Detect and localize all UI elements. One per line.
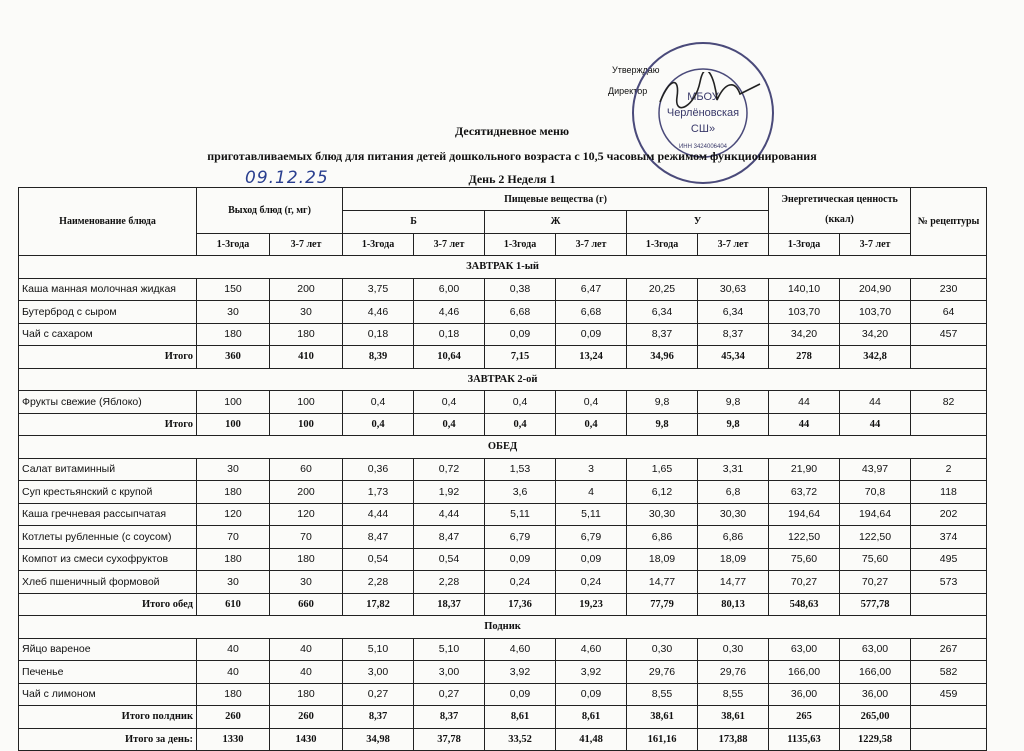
value-cell: 410 [270, 346, 343, 369]
value-cell: 0,09 [556, 323, 627, 346]
value-cell: 44 [769, 413, 840, 436]
table-row [19, 391, 987, 414]
value-cell: 573 [911, 571, 987, 594]
value-cell: 103,70 [769, 301, 840, 324]
table-row [19, 638, 987, 661]
value-cell: 34,98 [343, 728, 414, 751]
value-cell: 180 [270, 683, 343, 706]
value-cell: 8,47 [414, 526, 485, 549]
value-cell: 0,4 [343, 391, 414, 414]
value-cell: 267 [911, 638, 987, 661]
section-header [19, 368, 987, 391]
value-cell: 10,64 [414, 346, 485, 369]
total-label: Итого обед [19, 593, 197, 616]
approval-label: Утверждаю [612, 65, 660, 75]
value-cell: 6,86 [698, 526, 769, 549]
stamp-name: Черлёновская [666, 107, 740, 119]
table-row [19, 683, 987, 706]
value-cell: 3,92 [556, 661, 627, 684]
value-cell: 0,18 [414, 323, 485, 346]
value-cell: 180 [197, 683, 270, 706]
value-cell: 0,38 [485, 278, 556, 301]
value-cell: 103,70 [840, 301, 911, 324]
value-cell: 75,60 [840, 548, 911, 571]
value-cell: 180 [197, 481, 270, 504]
value-cell: 180 [197, 323, 270, 346]
value-cell: 0,4 [414, 413, 485, 436]
table-row [19, 458, 987, 481]
value-cell: 29,76 [698, 661, 769, 684]
value-cell: 41,48 [556, 728, 627, 751]
value-cell: 548,63 [769, 593, 840, 616]
dish-name: Чай с лимоном [19, 683, 197, 706]
value-cell: 577,78 [840, 593, 911, 616]
value-cell: 37,78 [414, 728, 485, 751]
value-cell: 140,10 [769, 278, 840, 301]
value-cell: 6,12 [627, 481, 698, 504]
value-cell: 200 [270, 481, 343, 504]
value-cell: 8,37 [414, 706, 485, 729]
value-cell: 342,8 [840, 346, 911, 369]
value-cell: 0,09 [556, 683, 627, 706]
value-cell: 6,8 [698, 481, 769, 504]
value-cell: 80,13 [698, 593, 769, 616]
value-cell: 30 [270, 301, 343, 324]
value-cell: 278 [769, 346, 840, 369]
value-cell: 63,00 [840, 638, 911, 661]
section-header [19, 616, 987, 639]
value-cell: 13,24 [556, 346, 627, 369]
value-cell: 30,30 [698, 503, 769, 526]
value-cell: 0,09 [485, 683, 556, 706]
value-cell: 8,37 [627, 323, 698, 346]
value-cell [911, 346, 987, 369]
col-dish: Наименование блюда [19, 188, 197, 256]
dish-name: Котлеты рубленные (с соусом) [19, 526, 197, 549]
value-cell: 194,64 [840, 503, 911, 526]
value-cell: 3,00 [343, 661, 414, 684]
value-cell: 0,24 [485, 571, 556, 594]
value-cell: 0,4 [556, 391, 627, 414]
section-title: ЗАВТРАК 2-ой [19, 368, 987, 391]
value-cell: 30,63 [698, 278, 769, 301]
value-cell: 6,34 [627, 301, 698, 324]
value-cell: 33,52 [485, 728, 556, 751]
value-cell: 14,77 [698, 571, 769, 594]
section-title: ЗАВТРАК 1-ый [19, 256, 987, 279]
dish-name: Бутерброд с сыром [19, 301, 197, 324]
col-energy: Энергетическая ценность (ккал) [769, 188, 911, 234]
value-cell: 64 [911, 301, 987, 324]
value-cell: 230 [911, 278, 987, 301]
value-cell: 7,15 [485, 346, 556, 369]
value-cell: 44 [840, 413, 911, 436]
value-cell: 4 [556, 481, 627, 504]
value-cell: 60 [270, 458, 343, 481]
value-cell: 0,09 [485, 323, 556, 346]
value-cell: 1430 [270, 728, 343, 751]
value-cell: 75,60 [769, 548, 840, 571]
value-cell: 19,23 [556, 593, 627, 616]
value-cell: 9,8 [627, 413, 698, 436]
value-cell: 180 [197, 548, 270, 571]
value-cell: 18,09 [627, 548, 698, 571]
value-cell: 30,30 [627, 503, 698, 526]
value-cell: 43,97 [840, 458, 911, 481]
grand-total-row [19, 728, 987, 751]
dish-name: Каша гречневая рассыпчатая [19, 503, 197, 526]
value-cell: 5,10 [414, 638, 485, 661]
value-cell: 204,90 [840, 278, 911, 301]
col-zh: Ж [485, 211, 627, 234]
value-cell: 0,4 [485, 413, 556, 436]
col-nutrients: Пищевые вещества (г) [343, 188, 769, 211]
value-cell: 1,73 [343, 481, 414, 504]
value-cell: 374 [911, 526, 987, 549]
value-cell: 120 [270, 503, 343, 526]
value-cell: 260 [270, 706, 343, 729]
value-cell: 70,8 [840, 481, 911, 504]
value-cell: 0,09 [485, 548, 556, 571]
dish-name: Печенье [19, 661, 197, 684]
signature [655, 72, 765, 112]
stamp-inn: ИНН 3424006404 [678, 144, 728, 150]
value-cell: 8,61 [556, 706, 627, 729]
value-cell: 8,55 [698, 683, 769, 706]
total-label: Итого за день: [19, 728, 197, 751]
dish-name: Чай с сахаром [19, 323, 197, 346]
total-row [19, 593, 987, 616]
col-b: Б [343, 211, 485, 234]
total-row [19, 346, 987, 369]
dish-name: Фрукты свежие (Яблоко) [19, 391, 197, 414]
value-cell: 166,00 [769, 661, 840, 684]
value-cell: 122,50 [840, 526, 911, 549]
document-title: Десятидневное меню [454, 124, 570, 138]
value-cell: 1135,63 [769, 728, 840, 751]
value-cell: 30 [270, 571, 343, 594]
director-label: Директор [608, 86, 648, 96]
dish-name: Суп крестьянский с крупой [19, 481, 197, 504]
col-u: У [627, 211, 769, 234]
value-cell: 0,30 [698, 638, 769, 661]
col-age1: 1-3года [627, 233, 698, 256]
value-cell: 0,30 [627, 638, 698, 661]
value-cell: 14,77 [627, 571, 698, 594]
value-cell [911, 706, 987, 729]
value-cell: 459 [911, 683, 987, 706]
table-row [19, 278, 987, 301]
value-cell: 173,88 [698, 728, 769, 751]
value-cell: 0,27 [343, 683, 414, 706]
day-label: День 2 Неделя 1 [468, 172, 556, 186]
value-cell: 6,86 [627, 526, 698, 549]
total-row [19, 413, 987, 436]
value-cell: 122,50 [769, 526, 840, 549]
value-cell: 0,36 [343, 458, 414, 481]
col-age1: 1-3года [197, 233, 270, 256]
value-cell: 82 [911, 391, 987, 414]
value-cell: 30 [197, 458, 270, 481]
dish-name: Каша манная молочная жидкая [19, 278, 197, 301]
col-age1: 1-3года [769, 233, 840, 256]
value-cell: 40 [270, 638, 343, 661]
value-cell: 4,46 [414, 301, 485, 324]
value-cell: 40 [197, 661, 270, 684]
value-cell: 3,31 [698, 458, 769, 481]
value-cell: 77,79 [627, 593, 698, 616]
value-cell: 0,09 [556, 548, 627, 571]
value-cell [911, 413, 987, 436]
value-cell: 8,55 [627, 683, 698, 706]
value-cell: 3,92 [485, 661, 556, 684]
value-cell: 166,00 [840, 661, 911, 684]
table-row [19, 526, 987, 549]
table-row [19, 571, 987, 594]
value-cell: 457 [911, 323, 987, 346]
value-cell: 18,09 [698, 548, 769, 571]
value-cell: 100 [270, 391, 343, 414]
section-header [19, 436, 987, 459]
table-row [19, 301, 987, 324]
value-cell [911, 728, 987, 751]
value-cell: 4,44 [414, 503, 485, 526]
value-cell: 9,8 [627, 391, 698, 414]
value-cell: 2,28 [343, 571, 414, 594]
value-cell: 100 [197, 413, 270, 436]
value-cell: 200 [270, 278, 343, 301]
col-recipe: № рецептуры [911, 188, 987, 256]
value-cell: 6,68 [485, 301, 556, 324]
value-cell: 30 [197, 301, 270, 324]
value-cell: 5,11 [485, 503, 556, 526]
section-header [19, 256, 987, 279]
value-cell: 265,00 [840, 706, 911, 729]
value-cell: 21,90 [769, 458, 840, 481]
value-cell: 6,34 [698, 301, 769, 324]
total-row [19, 706, 987, 729]
value-cell: 582 [911, 661, 987, 684]
value-cell: 360 [197, 346, 270, 369]
total-label: Итого [19, 413, 197, 436]
value-cell: 40 [270, 661, 343, 684]
table-row [19, 481, 987, 504]
value-cell: 161,16 [627, 728, 698, 751]
value-cell: 0,4 [485, 391, 556, 414]
value-cell: 44 [840, 391, 911, 414]
value-cell: 38,61 [698, 706, 769, 729]
table-row [19, 661, 987, 684]
official-stamp [628, 38, 778, 188]
value-cell: 4,46 [343, 301, 414, 324]
handwritten-date: 09.12.25 [245, 168, 329, 188]
value-cell: 180 [270, 548, 343, 571]
value-cell: 265 [769, 706, 840, 729]
value-cell: 610 [197, 593, 270, 616]
value-cell: 0,4 [414, 391, 485, 414]
section-title: ОБЕД [19, 436, 987, 459]
dish-name: Яйцо вареное [19, 638, 197, 661]
dish-name: Хлеб пшеничный формовой [19, 571, 197, 594]
value-cell: 0,27 [414, 683, 485, 706]
menu-table [18, 187, 987, 751]
value-cell: 0,54 [414, 548, 485, 571]
stamp-abbr: СШ» [690, 123, 716, 135]
value-cell: 194,64 [769, 503, 840, 526]
value-cell: 0,24 [556, 571, 627, 594]
value-cell: 36,00 [769, 683, 840, 706]
value-cell: 4,44 [343, 503, 414, 526]
value-cell: 118 [911, 481, 987, 504]
value-cell: 6,47 [556, 278, 627, 301]
table-row [19, 323, 987, 346]
value-cell: 4,60 [485, 638, 556, 661]
value-cell: 6,00 [414, 278, 485, 301]
value-cell [911, 593, 987, 616]
value-cell: 34,20 [769, 323, 840, 346]
value-cell: 70 [270, 526, 343, 549]
value-cell: 44 [769, 391, 840, 414]
value-cell: 8,47 [343, 526, 414, 549]
value-cell: 63,72 [769, 481, 840, 504]
value-cell: 660 [270, 593, 343, 616]
value-cell: 45,34 [698, 346, 769, 369]
value-cell: 120 [197, 503, 270, 526]
value-cell: 8,61 [485, 706, 556, 729]
value-cell: 4,60 [556, 638, 627, 661]
value-cell: 70 [197, 526, 270, 549]
value-cell: 1229,58 [840, 728, 911, 751]
value-cell: 8,37 [698, 323, 769, 346]
value-cell: 260 [197, 706, 270, 729]
value-cell: 3 [556, 458, 627, 481]
col-age2: 3-7 лет [414, 233, 485, 256]
dish-name: Салат витаминный [19, 458, 197, 481]
value-cell: 20,25 [627, 278, 698, 301]
value-cell: 6,79 [485, 526, 556, 549]
value-cell: 1,65 [627, 458, 698, 481]
value-cell: 495 [911, 548, 987, 571]
total-label: Итого [19, 346, 197, 369]
value-cell: 40 [197, 638, 270, 661]
col-age2: 3-7 лет [556, 233, 627, 256]
value-cell: 17,82 [343, 593, 414, 616]
value-cell: 8,39 [343, 346, 414, 369]
col-age1: 1-3года [343, 233, 414, 256]
stamp-school: МБОУ [687, 91, 719, 103]
value-cell: 38,61 [627, 706, 698, 729]
value-cell: 3,75 [343, 278, 414, 301]
total-label: Итого полдник [19, 706, 197, 729]
table-row [19, 503, 987, 526]
value-cell: 36,00 [840, 683, 911, 706]
value-cell: 18,37 [414, 593, 485, 616]
value-cell: 1,92 [414, 481, 485, 504]
value-cell: 34,20 [840, 323, 911, 346]
value-cell: 30 [197, 571, 270, 594]
value-cell: 100 [197, 391, 270, 414]
value-cell: 0,4 [556, 413, 627, 436]
value-cell: 9,8 [698, 391, 769, 414]
value-cell: 9,8 [698, 413, 769, 436]
value-cell: 17,36 [485, 593, 556, 616]
col-age2: 3-7 лет [270, 233, 343, 256]
value-cell: 70,27 [769, 571, 840, 594]
value-cell: 202 [911, 503, 987, 526]
value-cell: 2 [911, 458, 987, 481]
value-cell: 1,53 [485, 458, 556, 481]
value-cell: 0,4 [343, 413, 414, 436]
col-age2: 3-7 лет [840, 233, 911, 256]
value-cell: 3,00 [414, 661, 485, 684]
value-cell: 0,72 [414, 458, 485, 481]
value-cell: 6,79 [556, 526, 627, 549]
value-cell: 34,96 [627, 346, 698, 369]
value-cell: 150 [197, 278, 270, 301]
dish-name: Компот из смеси сухофруктов [19, 548, 197, 571]
section-title: Подник [19, 616, 987, 639]
value-cell: 70,27 [840, 571, 911, 594]
col-output: Выход блюд (г, мг) [197, 188, 343, 234]
value-cell: 6,68 [556, 301, 627, 324]
value-cell: 3,6 [485, 481, 556, 504]
document-subtitle: приготавливаемых блюд для питания детей дошкольного возраста с 10,5 часовым режимом функционирования [207, 149, 817, 163]
value-cell: 0,54 [343, 548, 414, 571]
value-cell: 180 [270, 323, 343, 346]
col-age1: 1-3года [485, 233, 556, 256]
value-cell: 0,18 [343, 323, 414, 346]
value-cell: 100 [270, 413, 343, 436]
col-age2: 3-7 лет [698, 233, 769, 256]
table-row [19, 548, 987, 571]
value-cell: 63,00 [769, 638, 840, 661]
value-cell: 2,28 [414, 571, 485, 594]
value-cell: 5,11 [556, 503, 627, 526]
value-cell: 8,37 [343, 706, 414, 729]
value-cell: 29,76 [627, 661, 698, 684]
value-cell: 1330 [197, 728, 270, 751]
value-cell: 5,10 [343, 638, 414, 661]
